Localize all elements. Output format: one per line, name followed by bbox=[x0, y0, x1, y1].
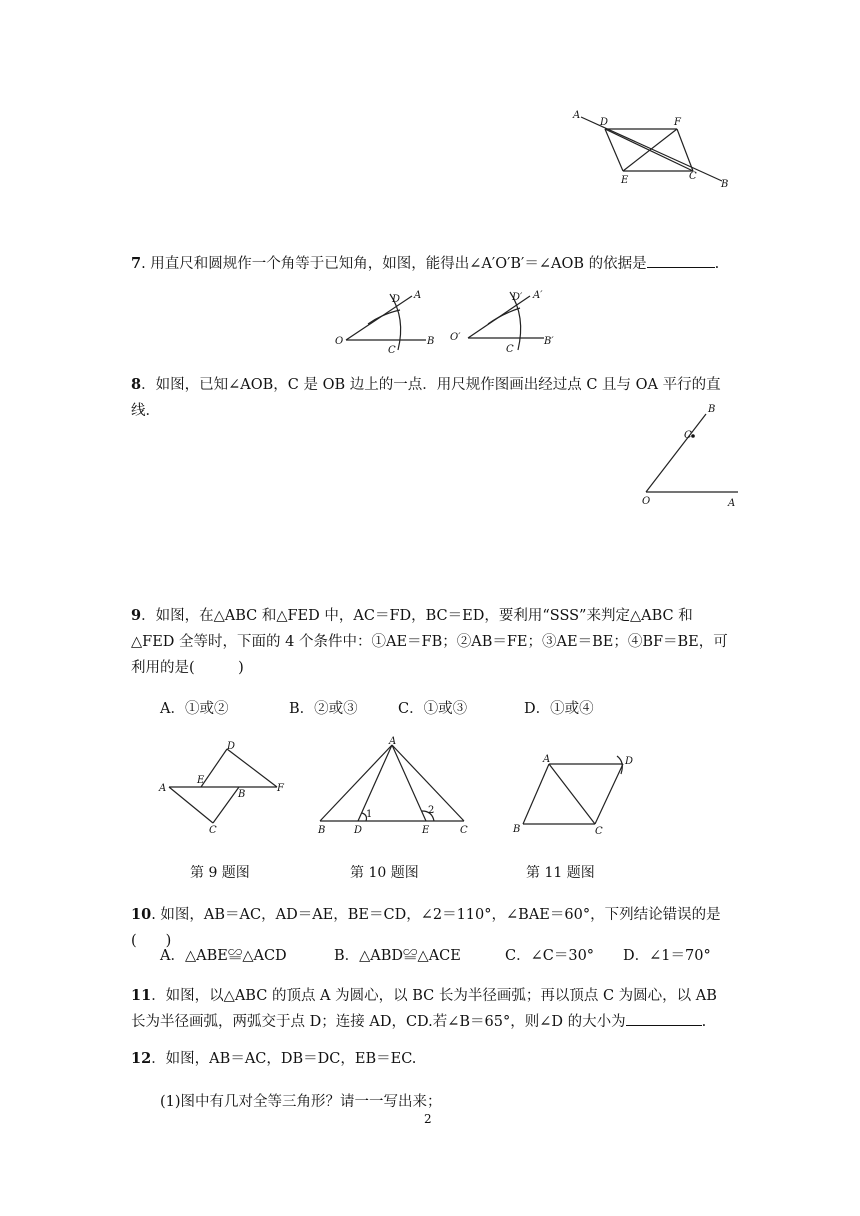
question-text: ．如图，在△ABC 和△FED 中，AC＝FD，BC＝ED，要利用“SSS”来判定△ABC 和△FED 全等时，下面的 4 个条件中：①AE＝FB；②AB＝FE；③AE＝BE；④BF＝BE，可利用的是( ) bbox=[131, 608, 728, 676]
label-D: D bbox=[354, 825, 363, 836]
question-text: ．如图，以△ABC 的顶点 A 为圆心，以 BC 长为半径画弧；再以顶点 C 为圆心，以 AB 长为半径画弧，两弧交于点 D；连接 AD，CD.若∠B＝65°，则∠D 的大小为 bbox=[131, 988, 717, 1030]
label-B-prime: B′ bbox=[544, 336, 554, 347]
question-number: 11 bbox=[131, 987, 152, 1004]
question-text: . 用直尺和圆规作一个角等于已知角，如图，能得出∠A′O′B′＝∠AOB 的依据是 bbox=[141, 256, 647, 272]
label-C: C bbox=[388, 345, 396, 356]
label-O: O bbox=[335, 336, 344, 347]
label-E: E bbox=[422, 825, 430, 836]
label-A: A bbox=[159, 783, 167, 794]
label-D: D bbox=[227, 741, 236, 752]
q10-option-c[interactable]: C．∠C＝30° bbox=[505, 948, 595, 964]
q9-option-d[interactable]: D．①或④ bbox=[524, 701, 594, 717]
label-D-prime: D′ bbox=[512, 292, 523, 303]
figure-top-parallelogram bbox=[565, 105, 745, 195]
label-D: D bbox=[600, 117, 609, 128]
label-B: B bbox=[427, 336, 435, 347]
label-C: C bbox=[684, 430, 692, 441]
label-F: F bbox=[674, 117, 681, 128]
caption-fig11: 第 11 题图 bbox=[526, 865, 595, 881]
label-C: C bbox=[595, 826, 603, 837]
question-12-part-1 bbox=[160, 1089, 760, 1115]
question-text: ．如图，已知∠AOB，C 是 OB 边上的一点．用尺规作图画出经过点 C 且与 OA 平行的直线． bbox=[131, 377, 721, 419]
label-A-prime: A′ bbox=[533, 290, 543, 301]
label-A: A bbox=[543, 754, 551, 765]
q9-option-b[interactable]: B．②或③ bbox=[289, 701, 358, 717]
figure-q7-angles bbox=[330, 288, 570, 356]
q10-option-a[interactable]: A．△ABE≌△ACD bbox=[160, 948, 287, 964]
label-B: B bbox=[708, 404, 716, 415]
page-number: 2 bbox=[424, 1112, 432, 1126]
question-text-end: . bbox=[714, 256, 720, 272]
question-text-end: . bbox=[701, 1014, 707, 1030]
label-C: C bbox=[209, 825, 217, 836]
label-A: A bbox=[414, 290, 422, 301]
question-7 bbox=[131, 251, 731, 277]
question-number: 12 bbox=[131, 1050, 152, 1067]
figure-q10 bbox=[312, 735, 482, 839]
q9-option-c[interactable]: C．①或③ bbox=[398, 701, 468, 717]
question-number: 7 bbox=[131, 255, 142, 272]
label-E: E bbox=[621, 175, 629, 186]
label-A: A bbox=[573, 110, 581, 121]
label-F: F bbox=[277, 783, 284, 794]
label-B: B bbox=[238, 789, 246, 800]
label-B: B bbox=[721, 179, 729, 190]
label-C: C bbox=[460, 825, 468, 836]
question-number: 8 bbox=[131, 376, 142, 393]
question-subpart: (1)图中有几对全等三角形？请一一写出来； bbox=[160, 1094, 442, 1110]
figure-q8-angle bbox=[636, 400, 746, 512]
label-O: O bbox=[642, 496, 651, 507]
label-A: A bbox=[389, 736, 397, 747]
label-B: B bbox=[513, 824, 521, 835]
question-9 bbox=[131, 603, 731, 681]
label-C: C bbox=[689, 171, 697, 182]
q10-option-d[interactable]: D．∠1＝70° bbox=[623, 948, 711, 964]
question-text: . 如图，AB＝AC，AD＝AE，BE＝CD，∠2＝110°，∠BAE＝60°，下列结论错误的是( ) bbox=[131, 907, 721, 949]
label-B: B bbox=[318, 825, 326, 836]
question-12 bbox=[131, 1046, 731, 1072]
label-D: D bbox=[392, 294, 401, 305]
label-O-prime: O′ bbox=[450, 332, 461, 343]
q10-option-b[interactable]: B．△ABD≌△ACE bbox=[334, 948, 461, 964]
question-number: 9 bbox=[131, 607, 142, 624]
label-angle-1: 1 bbox=[366, 809, 373, 820]
question-number: 10 bbox=[131, 906, 152, 923]
label-E: E bbox=[197, 775, 205, 786]
label-D: D bbox=[625, 756, 634, 767]
question-text: ．如图，AB＝AC，DB＝DC，EB＝EC. bbox=[151, 1051, 417, 1067]
question-11 bbox=[131, 983, 731, 1035]
answer-blank bbox=[647, 253, 715, 268]
label-angle-2: 2 bbox=[428, 805, 435, 816]
label-C: C bbox=[506, 344, 514, 355]
caption-fig9: 第 9 题图 bbox=[190, 865, 250, 881]
answer-blank bbox=[626, 1011, 702, 1026]
label-A: A bbox=[728, 498, 736, 509]
figure-q9 bbox=[155, 737, 295, 837]
figure-q11 bbox=[505, 750, 645, 840]
caption-fig10: 第 10 题图 bbox=[350, 865, 419, 881]
q9-option-a[interactable]: A．①或② bbox=[160, 701, 229, 717]
